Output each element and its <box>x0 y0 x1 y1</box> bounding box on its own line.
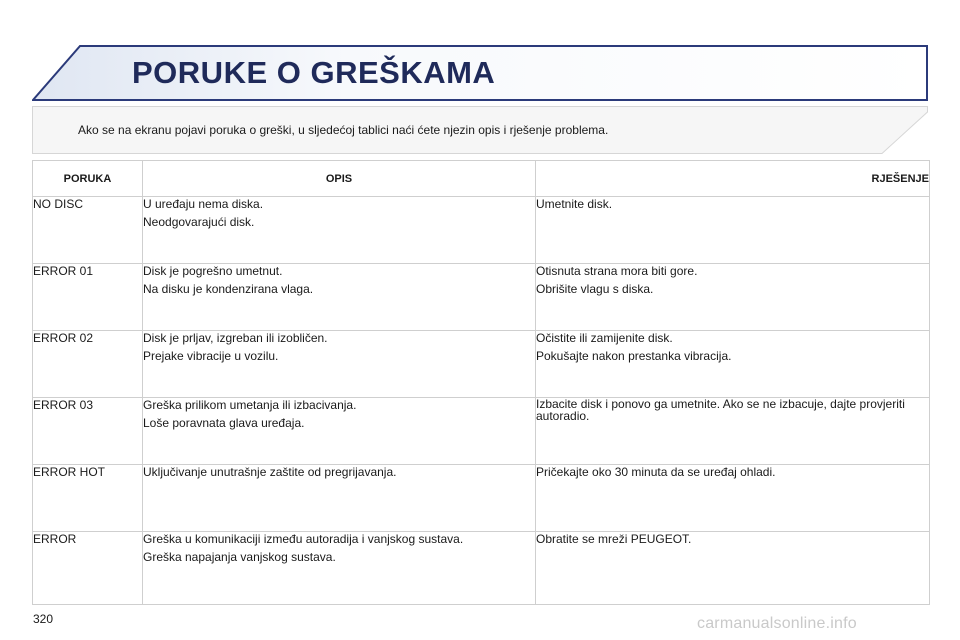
error-solution <box>536 331 930 398</box>
column-header-rjesenje: RJEŠENJE <box>536 161 930 197</box>
error-code: NO DISC <box>33 197 143 264</box>
column-header-opis: OPIS <box>143 161 536 197</box>
error-solution <box>536 398 930 465</box>
error-description <box>143 532 536 605</box>
error-description <box>143 331 536 398</box>
page-title: PORUKE O GREŠKAMA <box>132 55 496 90</box>
error-code: ERROR 01 <box>33 264 143 331</box>
solution-line: Pričekajte oko 30 minuta da se uređaj ohladi. <box>536 465 776 479</box>
intro-box <box>32 106 928 154</box>
solution-line: Obratite se mreži PEUGEOT. <box>536 532 692 546</box>
error-code: ERROR <box>33 532 143 605</box>
error-description <box>143 465 536 532</box>
error-table <box>32 160 930 605</box>
table-row <box>33 532 930 605</box>
description-line: Greška napajanja vanjskog sustava. <box>143 550 336 564</box>
error-code: ERROR HOT <box>33 465 143 532</box>
header-banner <box>32 45 928 101</box>
table-row <box>33 398 930 465</box>
table-row <box>33 264 930 331</box>
table-row <box>33 465 930 532</box>
table-row <box>33 331 930 398</box>
intro-text: Ako se na ekranu pojavi poruka o greški, u sljedećoj tablici naći ćete njezin opis i rješenje problema. <box>78 123 609 137</box>
watermark-text: carmanualsonline.info <box>697 615 857 632</box>
solution-line: Izbacite disk i ponovo ga umetnite. Ako se ne izbacuje, dajte provjeriti autoradio. <box>536 397 905 423</box>
description-line: Disk je prljav, izgreban ili izobličen. <box>143 331 328 345</box>
error-solution <box>536 465 930 532</box>
description-line: Neodgovarajući disk. <box>143 215 255 229</box>
solution-line: Pokušajte nakon prestanka vibracija. <box>536 349 732 363</box>
solution-line: Umetnite disk. <box>536 197 613 211</box>
error-solution <box>536 197 930 264</box>
solution-line: Obrišite vlagu s diska. <box>536 282 654 296</box>
error-description <box>143 264 536 331</box>
description-line: Disk je pogrešno umetnut. <box>143 264 283 278</box>
page-number: 320 <box>33 612 54 626</box>
column-header-poruka: PORUKA <box>33 161 143 197</box>
error-code: ERROR 02 <box>33 331 143 398</box>
description-line: Uključivanje unutrašnje zaštite od pregrijavanja. <box>143 465 397 479</box>
error-description <box>143 197 536 264</box>
table-row <box>33 197 930 264</box>
error-solution <box>536 264 930 331</box>
description-line: Prejake vibracije u vozilu. <box>143 349 279 363</box>
description-line: Greška prilikom umetanja ili izbacivanja. <box>143 398 357 412</box>
description-line: Na disku je kondenzirana vlaga. <box>143 282 314 296</box>
error-code: ERROR 03 <box>33 398 143 465</box>
description-line: Greška u komunikaciji između autoradija i vanjskog sustava. <box>143 532 464 546</box>
solution-line: Očistite ili zamijenite disk. <box>536 331 673 345</box>
error-description <box>143 398 536 465</box>
description-line: U uređaju nema diska. <box>143 197 264 211</box>
table-header-row <box>33 161 930 197</box>
error-solution <box>536 532 930 605</box>
description-line: Loše poravnata glava uređaja. <box>143 416 305 430</box>
solution-line: Otisnuta strana mora biti gore. <box>536 264 698 278</box>
